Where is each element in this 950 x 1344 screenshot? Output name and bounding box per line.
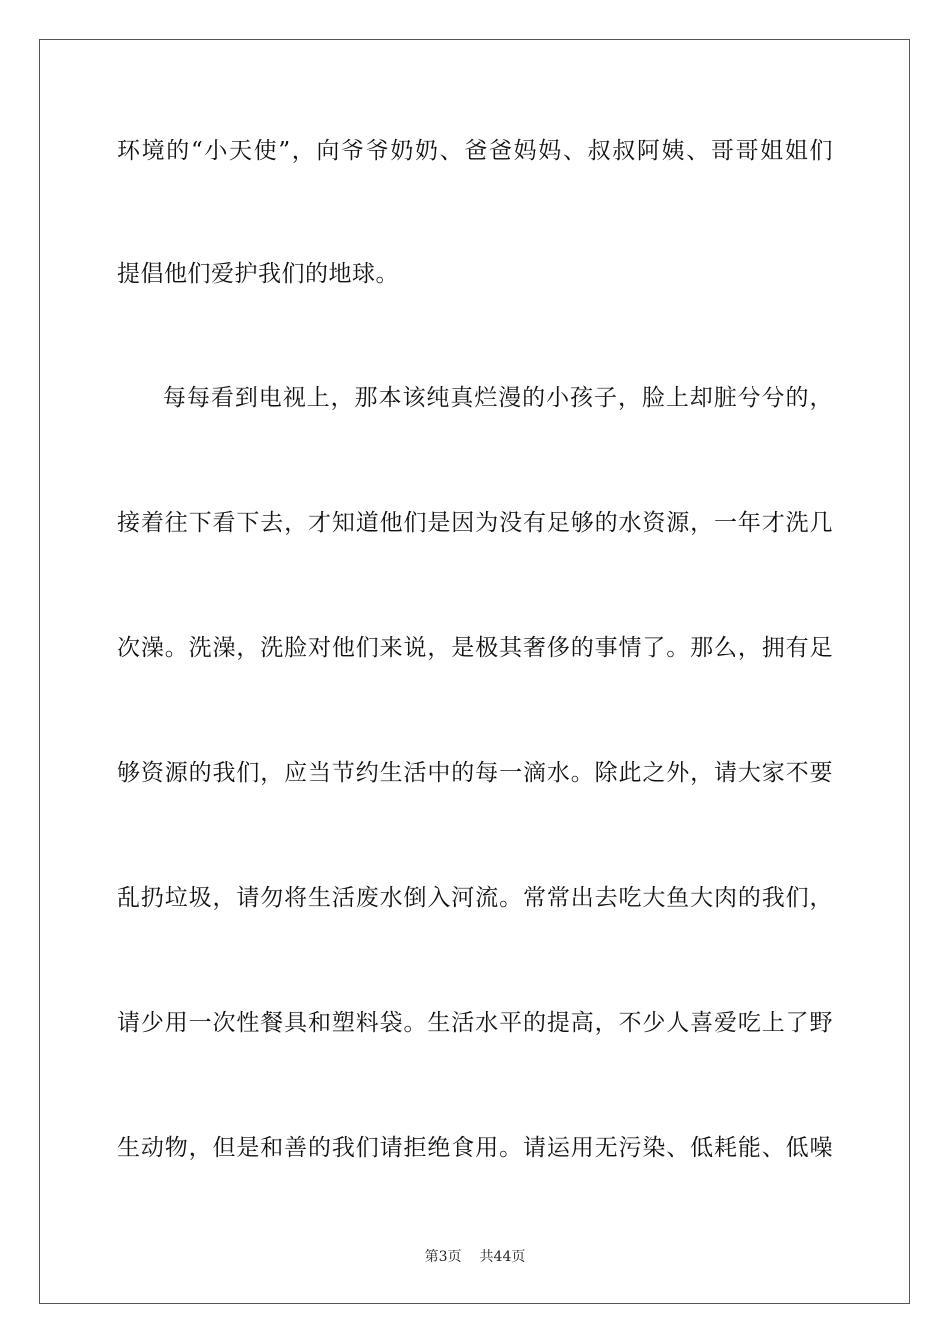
text-line: 环境的“小天使”，向爷爷奶奶、爸爸妈妈、叔叔阿姨、哥哥姐姐们 bbox=[117, 138, 833, 164]
paragraph-first-line: 每每看到电视上，那本该纯真烂漫的小孩子，脸上却脏兮兮的， bbox=[163, 385, 833, 411]
page-footer bbox=[0, 1248, 950, 1266]
text-line: 提倡他们爱护我们的地球。 bbox=[117, 261, 399, 287]
text-line: 请少用一次性餐具和塑料袋。生活水平的提高，不少人喜爱吃上了野 bbox=[117, 1010, 833, 1036]
text-line: 接着往下看下去，才知道他们是因为没有足够的水资源，一年才洗几 bbox=[117, 510, 833, 536]
text-line: 够资源的我们，应当节约生活中的每一滴水。除此之外，请大家不要 bbox=[117, 760, 833, 786]
text-line: 次澡。洗澡，洗脸对他们来说，是极其奢侈的事情了。那么，拥有足 bbox=[117, 635, 833, 661]
text-line: 生动物，但是和善的我们请拒绝食用。请运用无污染、低耗能、低噪 bbox=[117, 1135, 833, 1161]
page-border bbox=[39, 39, 910, 1304]
text-line: 乱扔垃圾，请勿将生活废水倒入河流。常常出去吃大鱼大肉的我们， bbox=[117, 885, 833, 911]
page-total: 共44页 bbox=[479, 1249, 526, 1265]
page-number: 第3页 bbox=[424, 1249, 462, 1265]
